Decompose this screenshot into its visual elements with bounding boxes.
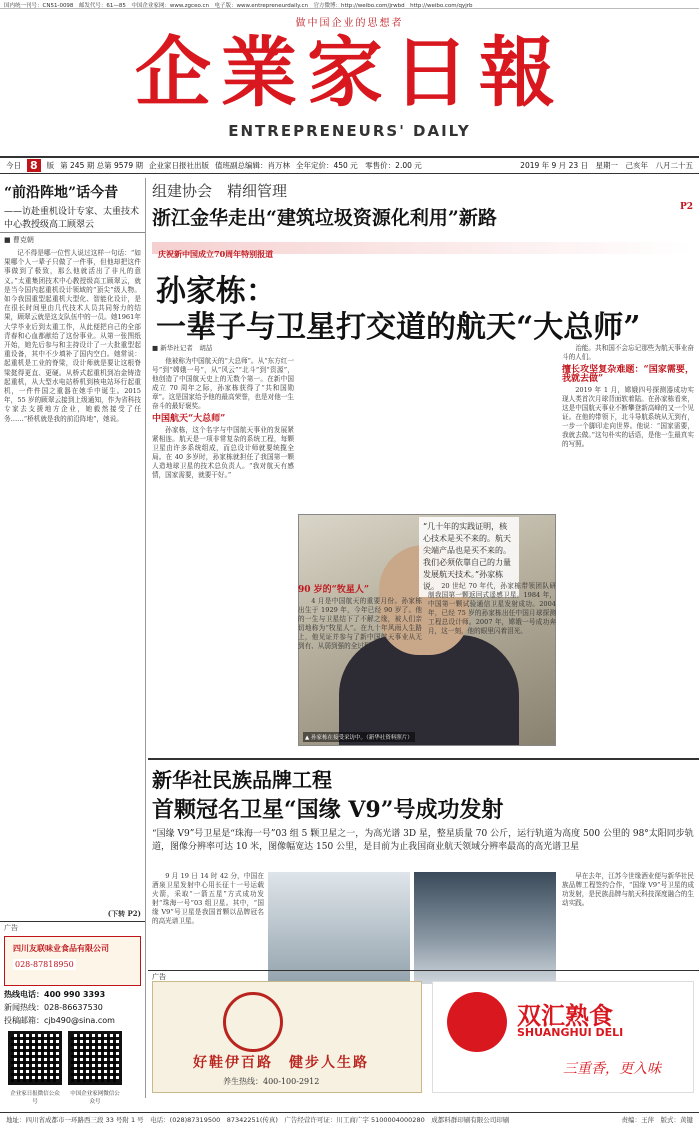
col1b-text: 孙家栋，这个名字与中国航天事业的发展紧紧相连。航天是一项非常复杂的系统工程，每颗卫星由许多系统组成，而总设计师就要统揽全局。在 40 多岁时，孙家栋就担任了我国第一颗人造地球卫星的技术总负责人。“我对航天有感情，国家需要，就要干好。”: [152, 426, 294, 479]
left-ad-title: 四川友联味业食品有限公司: [13, 943, 109, 953]
lead-article: [148, 344, 699, 756]
shoe-ad-hotline: 养生热线：400-100-2912: [223, 1077, 320, 1086]
shuanghui-ad[interactable]: [432, 981, 694, 1093]
qr-codes: [0, 1027, 145, 1089]
qr-code-icon[interactable]: [68, 1031, 122, 1085]
col1-subhead: 中国航天“大总师”: [152, 414, 226, 424]
col3-text: 20 世纪 70 年代，孙家栋带领团队研制我国第一颗返回式遥感卫星。1984 年，中国第一颗试验通信卫星发射成功。2004 年，已经 75 岁的孙家栋出任中国月球探测工程总设计师。2007 年，嫦娥一号成功奔月，这一刻，他的眼里闪着泪光。: [428, 582, 556, 635]
submission-email[interactable]: 投稿邮箱：cjb490@sina.com: [4, 1016, 115, 1025]
shuanghui-slogan: 三重香，更入味: [563, 1061, 661, 1077]
ban-label: 版: [46, 161, 55, 170]
left-body: 记不得是哪一位哲人说过这样一句话：“如果哪个人一辈子只做了一件事，但他却把这件事做到了极致，那么他就活出了非凡的意义。”太重集团技术中心教授级高工顾翠云，就是当今国内起重机设计领域的“顶尖”级人物。如今我国重型起重机大型化、智能化设计，是在很长时间里由几代技术人员共同努力的结果，顾翠云就是这支队伍中的一员。她1961年大学毕业后到太重工作，从此便把自己的全部青春和心血都献给了这份事业。从第一张图纸开始，她先后参与和主持设计了一大批重型起重设备，其中不少填补了国内空白。她常说：起重机是工业的脊梁，设计师就是要让这根脊梁挺得更直、更硬。从桥式起重机到冶金铸造起重机，从大型水电站桥机到核电站环行起重机，一件件国之重器在她手中诞生。2015 年，55 岁的顾翠云接到上级通知，作为省科技专家去支援地方企业，她毅然接受了任务……“桥机就是我的前沿阵地”，她说。: [4, 249, 141, 423]
qr-caption: 中国企业家网微信公众号: [70, 1091, 120, 1105]
ad-label: 广告: [0, 921, 145, 934]
top-info-text: 国内统一刊号：CN51-0098 邮发代号：61—85 中国企业家网：www.zgceo.cn 电子版：www.entrepreneurdaily.cn 官方微博：http://weibo.com/jrwbd http://weibo.com/qyjrb: [4, 3, 473, 9]
slogan: 做中国企业的思想者: [295, 18, 404, 29]
col1-text: 他被称为中国航天的“大总师”。从“东方红一号”到“嫦娥一号”，从“风云”“北斗”到“资源”，他创造了中国航天史上的无数个第一。在新中国成立 70 周年之际，孙家栋获得了“共和国勋章”。这是国家给予他的最高荣誉，也是对他一生奋斗的最好褒奖。: [152, 357, 294, 410]
article-col-2: [298, 582, 422, 754]
left-subhead: ——访赴重机设计专家、太重技术中心教授级高工顾翠云: [0, 204, 145, 233]
qr-caption: 企业家日报微信公众号: [10, 1091, 60, 1105]
masthead: [0, 10, 699, 150]
shoe-ad[interactable]: [152, 981, 422, 1093]
col4-top-text: 治能。共和国不会忘记那些为航天事业奋斗的人们。: [562, 344, 694, 361]
col4-text: 2019 年 1 月，嫦娥四号探测器成功实现人类首次月球背面软着陆。在孙家栋看来，这是中国航天事业不断攀登新高峰的又一个见证。在他的带领下，北斗导航系统从无到有，一步一个脚印走向世界。他说：“国家需要，我就去做。”这句朴实的话语，是他一生最真实的写照。: [562, 386, 694, 448]
shuanghui-english: SHUANGHUI DELI: [517, 1026, 624, 1039]
brand-seal-icon: [223, 992, 283, 1052]
footer: [0, 1112, 699, 1126]
top-headline[interactable]: 浙江金华走出“建筑垃圾资源化利用”新路: [152, 207, 497, 229]
ads-row: [148, 970, 699, 1100]
qr-captions: [0, 1089, 145, 1105]
pig-logo-icon: [447, 992, 507, 1052]
anniversary-banner: [152, 242, 692, 259]
top-kicker: 组建协会 精细管理: [152, 182, 288, 200]
logo-text: 企業家日報: [135, 28, 565, 117]
today-label: 今日: [6, 161, 21, 170]
issue-date: 2019 年 9 月 23 日 星期一 己亥年 八月二十五: [520, 161, 693, 170]
page-count: 8: [27, 159, 41, 172]
duty-editor: 值班副总编辑：肖万林: [214, 161, 290, 170]
footer-address: 地址：四川省成都市一环路西三段 33 号附 1 号 电话：(028)87319500 87342251(传真) 广告经营许可证：川工商广字 5100004000280 成都料群印刷有限公司印刷: [6, 1116, 510, 1124]
satellite-article: [148, 758, 699, 925]
col2-text: 4 月是中国航天的重要月份。孙家栋出生于 1929 年，今年已经 90 岁了。他的一生与卫星结下了不解之缘，被人们亲切地称为“牧星人”。在九十年风雨人生路上，他见证并参与了新中国航天事业从无到有、从弱到强的全过程。: [298, 597, 422, 650]
article-col-1: [152, 344, 294, 754]
article-col-4: [562, 344, 694, 754]
col2-subhead: 90 岁的“牧星人”: [298, 585, 370, 595]
qr-code-icon[interactable]: [8, 1031, 62, 1085]
lead-headline[interactable]: 一辈子与卫星打交道的航天“大总师”: [156, 310, 641, 345]
col4-subhead: 擅长攻坚复杂难题：“国家需要，我就去做”: [562, 365, 694, 384]
satellite-headline[interactable]: 首颗冠名卫星“国缘 V9”号成功发射: [152, 797, 504, 823]
article-col-3: [428, 582, 556, 754]
satellite-deck: “国缘 V9”号卫星是“珠海一号”03 组 5 颗卫星之一，为高光谱 3D 星，整星质量 70 公斤，运行轨道为高度 500 公里的 98°太阳同步轨道，图像分辨率可达 10 米，图像幅宽达 150 公里，是目前为止我国商业航天领域分辨率最高的高光谱卫星: [152, 829, 694, 852]
shoe-ad-slogan: 好鞋伊百路 健步人生路: [193, 1055, 369, 1071]
left-ad-phone: 028-87818950: [15, 960, 74, 969]
left-byline: ■ 曹克朝: [4, 236, 34, 244]
ads-label: 广告: [152, 973, 166, 981]
price: 全年定价：450 元 零售价：2.00 元: [295, 161, 422, 170]
english-name: ENTREPRENEURS' DAILY: [228, 122, 471, 140]
edition-bar: [0, 156, 699, 174]
publisher: 企业家日报社出版: [148, 161, 209, 170]
satellite-col-4: [562, 872, 694, 982]
launch-photo: [414, 872, 556, 984]
page-jump[interactable]: P2: [679, 202, 693, 212]
left-column: [0, 178, 146, 1105]
satellite-photos: [268, 872, 556, 984]
top-info-bar: [0, 0, 699, 9]
lead-byline: ■ 新华社记者 胡喆: [152, 344, 213, 352]
satellite-col-1: [152, 872, 264, 982]
main-area: [148, 178, 699, 925]
hotline: 热线电话：400 990 3393: [4, 990, 106, 999]
photo-caption: ▲ 孙家栋在接受采访中。（新华社资料照片）: [303, 732, 415, 742]
footer-editor: 责编：王萍 版式：黄键: [621, 1116, 693, 1124]
satellite-col1-text: 9 月 19 日 14 时 42 分，中国在酒泉卫星发射中心用长征十一号运载火箭，采取“一箭五星”方式成功发射“珠海一号”03 组卫星。其中，“国缘 V9”号卫星是我国首颗以品牌冠名的高光谱卫星。: [152, 872, 264, 925]
pull-quote: “几十年的实践证明，核心技术是买不来的。航天尖端产品也是买不来的。我们必须依靠自己的力量发展航天技术。”孙家栋说。: [419, 517, 519, 597]
factory-photo: [268, 872, 410, 984]
lead-headline-name[interactable]: 孙家栋：: [156, 274, 276, 309]
left-headline[interactable]: “前沿阵地”话今昔: [4, 185, 119, 201]
continued-link[interactable]: (下转 P2): [107, 909, 141, 918]
shuanghui-title: 双汇熟食: [517, 1001, 613, 1030]
news-hotline: 新闻热线：028-86637530: [4, 1003, 103, 1012]
satellite-col4-text: 早在去年，江苏今世缘酒业便与新华社民族品牌工程签约合作，“国缘 V9”号卫星的成功发射，是民族品牌与航天科技深度融合的生动实践。: [562, 872, 694, 907]
satellite-kicker: 新华社民族品牌工程: [152, 768, 332, 792]
banner-text: 庆祝新中国成立70周年特别报道: [158, 249, 274, 259]
issue-number: 第 245 期 总第 9579 期: [60, 161, 143, 170]
left-ad[interactable]: [4, 936, 141, 986]
newspaper-logo: [115, 28, 585, 118]
